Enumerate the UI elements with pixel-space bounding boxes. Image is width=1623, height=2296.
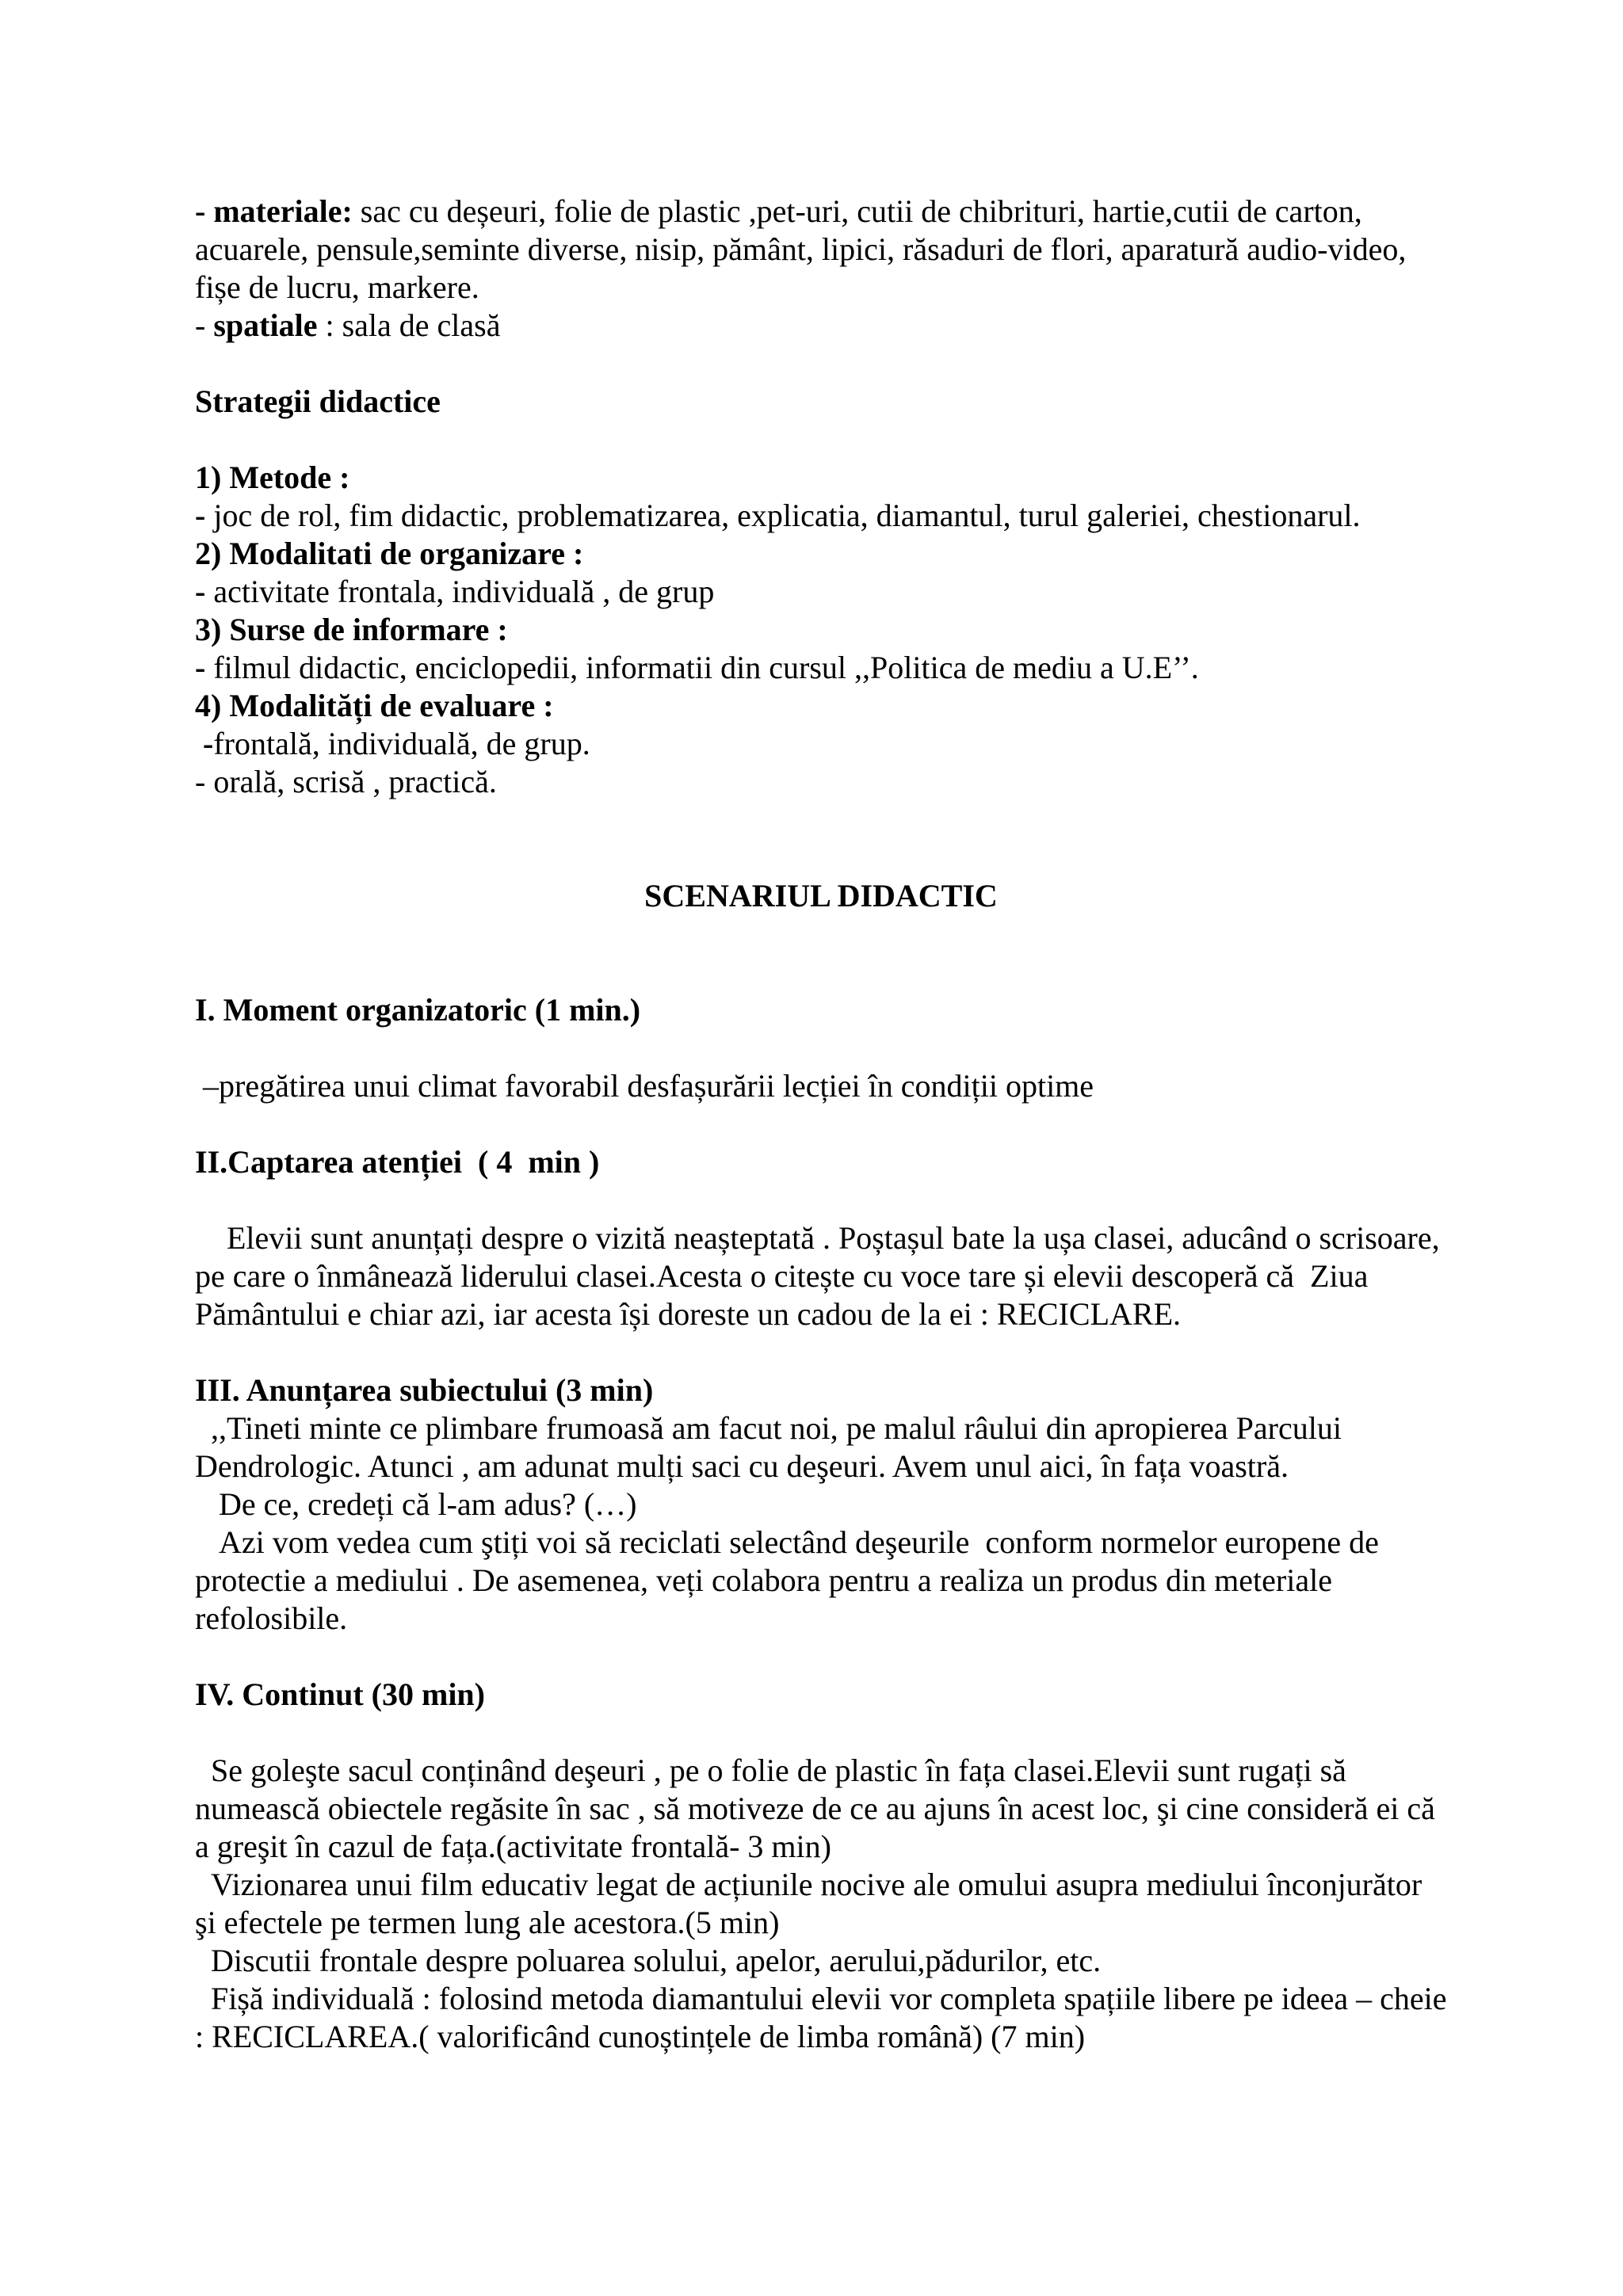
spacer (195, 1029, 1447, 1067)
strategy-text-4 (195, 725, 1447, 763)
spacer (195, 915, 1447, 953)
strategy-dash: - (195, 726, 214, 761)
section-heading-text: II.Captarea atenției ( 4 min ) (195, 1144, 600, 1180)
section-heading-3 (195, 1371, 1447, 1409)
spacer (195, 1181, 1447, 1219)
spatiale-text: : sala de clasă (317, 307, 501, 343)
strategies-heading-text: Strategii didactice (195, 383, 441, 419)
strategy-title-text: 1) Metode : (195, 460, 350, 495)
strategies-heading (195, 383, 1447, 421)
spacer (195, 953, 1447, 991)
spacer (195, 1714, 1447, 1752)
materiale-label: - materiale: (195, 193, 353, 229)
section-paragraph: Vizionarea unui film educativ legat de acțiunile nocive ale omului asupra mediului înconjurător şi efectele pe termen lung ale acestora.(5 min) (195, 1867, 1430, 1940)
strategy-dash: - (195, 650, 214, 685)
section-paragraph: Elevii sunt anunțați despre o vizită neașteptată . Poștașul bate la ușa clasei, aducând o scrisoare, pe care o înmânează liderului clasei.Acesta o citește cu voce tare și elevii descoperă că Ziua Pământului e chiar azi, iar acesta își doreste un cadou de la ei : RECICLARE. (195, 1220, 1448, 1332)
strategy-title-2 (195, 535, 1447, 573)
spacer (195, 421, 1447, 459)
spacer (195, 1638, 1447, 1676)
section-paragraph: De ce, credeți că l-am adus? (…) (195, 1486, 637, 1522)
strategy-text-2 (195, 573, 1447, 611)
strategy-title-3 (195, 611, 1447, 649)
spatiale-label: spatiale (213, 307, 318, 343)
section-heading-4 (195, 1676, 1447, 1714)
strategy-dash: - (195, 498, 214, 533)
strategy-title-1 (195, 459, 1447, 497)
section-paragraph: Discutii frontale despre poluarea solului, apelor, aerului,pădurilor, etc. (195, 1943, 1102, 1978)
spatiale-paragraph (195, 307, 1447, 345)
section-heading-text: III. Anunțarea subiectului (3 min) (195, 1372, 654, 1408)
section-paragraph: –pregătirea unui climat favorabil desfașurării lecției în condiții optime (195, 1068, 1094, 1104)
section-heading-text: I. Moment organizatoric (1 min.) (195, 992, 641, 1028)
strategy-text-1 (195, 497, 1447, 535)
section-heading-text: IV. Continut (30 min) (195, 1676, 485, 1712)
strategy-title-text: 2) Modalitati de organizare : (195, 536, 584, 571)
spacer (195, 1333, 1447, 1371)
spacer (195, 1105, 1447, 1143)
spacer (195, 839, 1447, 877)
strategy-text: filmul didactic, enciclopedii, informatii din cursul ,,Politica de mediu a U.E’’. (213, 650, 1199, 685)
strategy-text: frontală, individuală, de grup. (213, 726, 590, 761)
section-heading-1 (195, 991, 1447, 1029)
strategy-title-4 (195, 687, 1447, 725)
strategy-text: joc de rol, fim didactic, problematizarea, explicatia, diamantul, turul galeriei, chestionarul. (213, 498, 1361, 533)
strategy-dash: - (195, 574, 214, 609)
spatiale-prefix: - (195, 307, 214, 343)
scenario-title: SCENARIUL DIDACTIC (644, 878, 998, 913)
strategy-title-text: 3) Surse de informare : (195, 612, 508, 647)
strategy-title-text: 4) Modalități de evaluare : (195, 688, 554, 723)
section-paragraph: Se goleşte sacul conținând deşeuri , pe o folie de plastic în fața clasei.Elevii sunt rugați să numească obiectele regăsite în sac , să motiveze de ce au ajuns în acest loc, şi cine consideră ei că a greşit în cazul de fața.(activitate frontală- 3 min) (195, 1753, 1443, 1864)
section-paragraph: Azi vom vedea cum ştiți voi să reciclati selectând deşeurile conform normelor europene de protectie a mediului . De asemenea, veți colabora pentru a realiza un produs din meteriale refolosibile. (195, 1524, 1387, 1636)
materiale-paragraph (195, 193, 1447, 307)
materiale-text: sac cu deșeuri, folie de plastic ,pet-uri, cutii de chibrituri, hartie,cutii de carton, acuarele, pensule,seminte diverse, nisip, pământ, lipici, răsaduri de flori, aparatură audio-video, fișe de lucru, markere. (195, 193, 1407, 305)
strategy-text: activitate frontala, individuală , de grup (213, 574, 715, 609)
strategy-text-3 (195, 649, 1447, 687)
spacer (195, 801, 1447, 839)
strategy-text-4b: - orală, scrisă , practică. (195, 764, 497, 799)
spacer (195, 345, 1447, 383)
section-paragraph: Fișă individuală : folosind metoda diamantului elevii vor completa spațiile libere pe ideea – cheie : RECICLAREA.( valorificând cunoștințele de limba română) (7 min) (195, 1981, 1455, 2054)
document-page (195, 193, 1455, 2056)
section-heading-2 (195, 1143, 1447, 1181)
section-paragraph: ,,Tineti minte ce plimbare frumoasă am facut noi, pe malul râului din apropierea Parcului Dendrologic. Atunci , am adunat mulți saci cu deşeuri. Avem unul aici, în fața voastră. (195, 1410, 1350, 1484)
